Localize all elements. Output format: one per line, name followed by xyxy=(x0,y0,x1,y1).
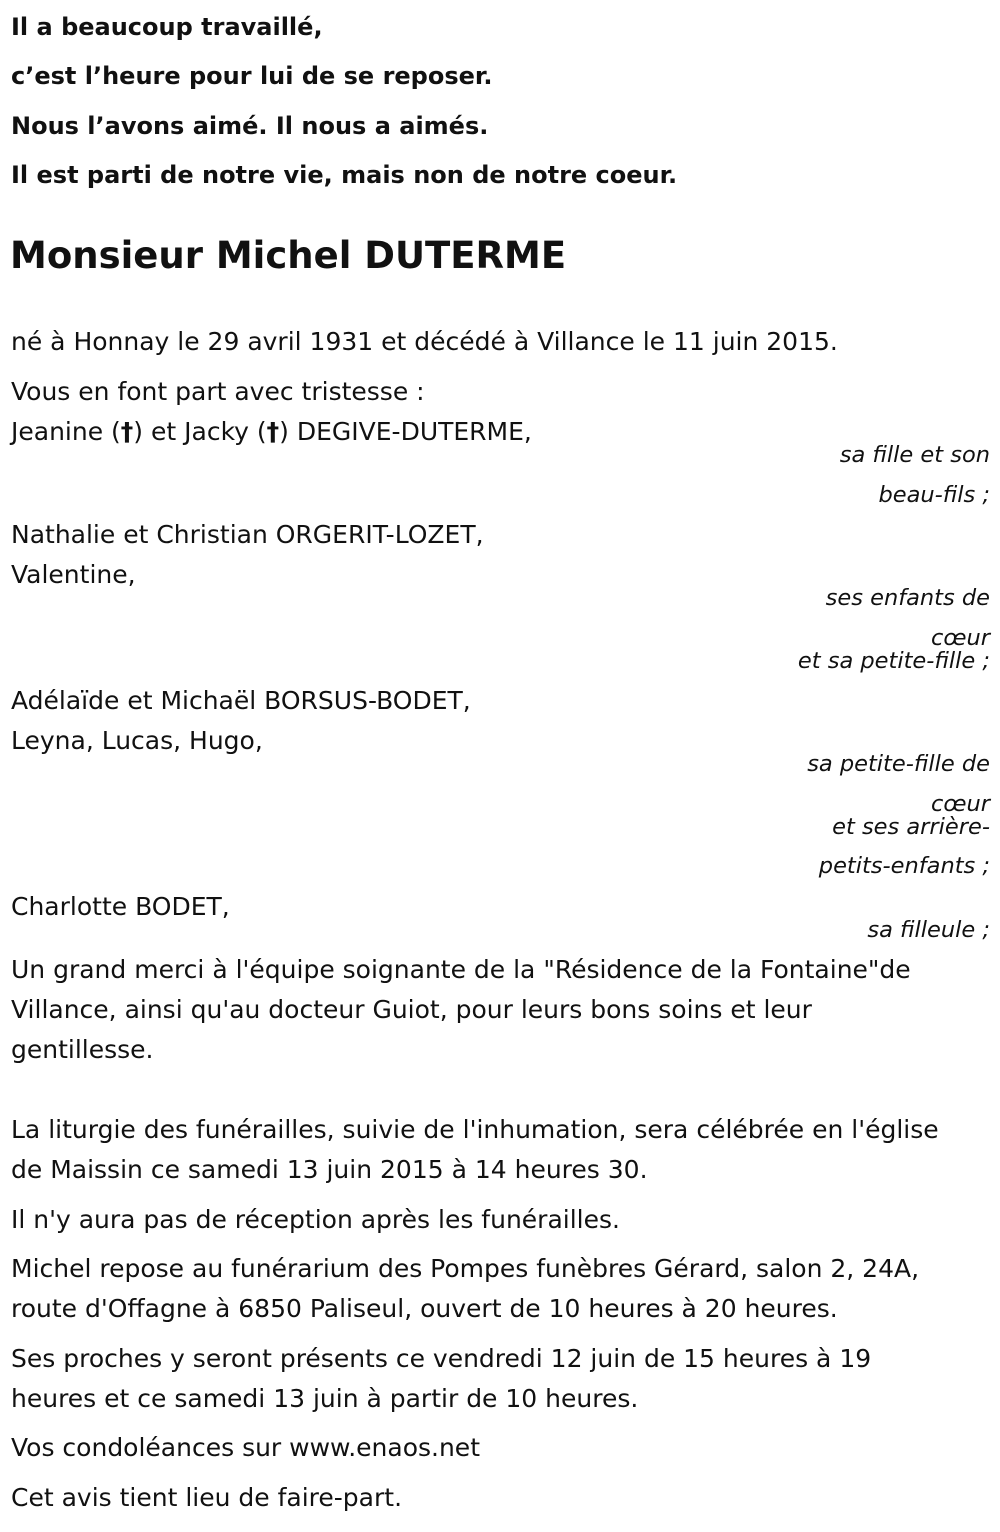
family-line-borsus: Adélaïde et Michaël BORSUS-BODET, xyxy=(11,686,471,715)
family-line-valentine: Valentine, xyxy=(11,560,136,589)
relation-granddaughter-c: et ses arrière- xyxy=(832,814,990,840)
family-line-degive-part2: ) et Jacky ( xyxy=(133,417,267,446)
thanks-line-2: Villance, ainsi qu'au docteur Guiot, pour leurs bons soins et leur xyxy=(11,995,812,1024)
poem-line-2: c’est l’heure pour lui de se reposer. xyxy=(11,62,493,90)
relation-granddaughter-b: cœur xyxy=(930,791,990,817)
cross-icon: † xyxy=(266,417,280,446)
family-line-degive xyxy=(11,416,532,448)
funerarium-line-2: route d'Offagne à 6850 Paliseul, ouvert de 10 heures à 20 heures. xyxy=(11,1294,838,1323)
relation-goddaughter: sa filleule ; xyxy=(867,917,990,943)
family-line-degive-part1: Jeanine ( xyxy=(11,417,121,446)
thanks-line-1: Un grand merci à l'équipe soignante de la "Résidence de la Fontaine"de xyxy=(11,955,911,984)
family-line-degive-part3: ) DEGIVE-DUTERME, xyxy=(279,417,532,446)
liturgy-line-2: de Maissin ce samedi 13 juin 2015 à 14 heures 30. xyxy=(11,1155,648,1184)
condolences-line: Vos condoléances sur www.enaos.net xyxy=(11,1433,480,1462)
poem-line-1: Il a beaucoup travaillé, xyxy=(11,13,323,41)
family-line-grandchildren: Leyna, Lucas, Hugo, xyxy=(11,726,263,755)
relation-heart-children-c: et sa petite-fille ; xyxy=(797,648,990,674)
relation-daughter-b: beau-fils ; xyxy=(878,482,990,508)
liturgy-line-1: La liturgie des funérailles, suivie de l'inhumation, sera célébrée en l'église xyxy=(11,1115,939,1144)
announcement-line: Vous en font part avec tristesse : xyxy=(11,377,425,406)
relation-heart-children-a: ses enfants de xyxy=(825,585,990,611)
cross-icon: † xyxy=(120,417,134,446)
funerarium-line-1: Michel repose au funérarium des Pompes funèbres Gérard, salon 2, 24A, xyxy=(11,1254,920,1283)
relation-granddaughter-a: sa petite-fille de xyxy=(807,751,990,777)
faire-part-notice: Cet avis tient lieu de faire-part. xyxy=(11,1483,403,1512)
reception-line: Il n'y aura pas de réception après les funérailles. xyxy=(11,1205,620,1234)
relation-granddaughter-d: petits-enfants ; xyxy=(818,853,990,879)
family-line-charlotte: Charlotte BODET, xyxy=(11,892,230,921)
relation-heart-children-b: cœur xyxy=(930,625,990,651)
poem-line-3: Nous l’avons aimé. Il nous a aimés. xyxy=(11,112,489,140)
family-line-orgerit: Nathalie et Christian ORGERIT-LOZET, xyxy=(11,520,484,549)
deceased-name-title: Monsieur Michel DUTERME xyxy=(10,234,567,277)
visits-line-1: Ses proches y seront présents ce vendredi 12 juin de 15 heures à 19 xyxy=(11,1344,872,1373)
visits-line-2: heures et ce samedi 13 juin à partir de 10 heures. xyxy=(11,1384,639,1413)
thanks-line-3: gentillesse. xyxy=(11,1035,154,1064)
poem-line-4: Il est parti de notre vie, mais non de notre coeur. xyxy=(11,161,678,189)
birth-death-line: né à Honnay le 29 avril 1931 et décédé à Villance le 11 juin 2015. xyxy=(11,327,838,356)
relation-daughter-a: sa fille et son xyxy=(839,442,990,468)
